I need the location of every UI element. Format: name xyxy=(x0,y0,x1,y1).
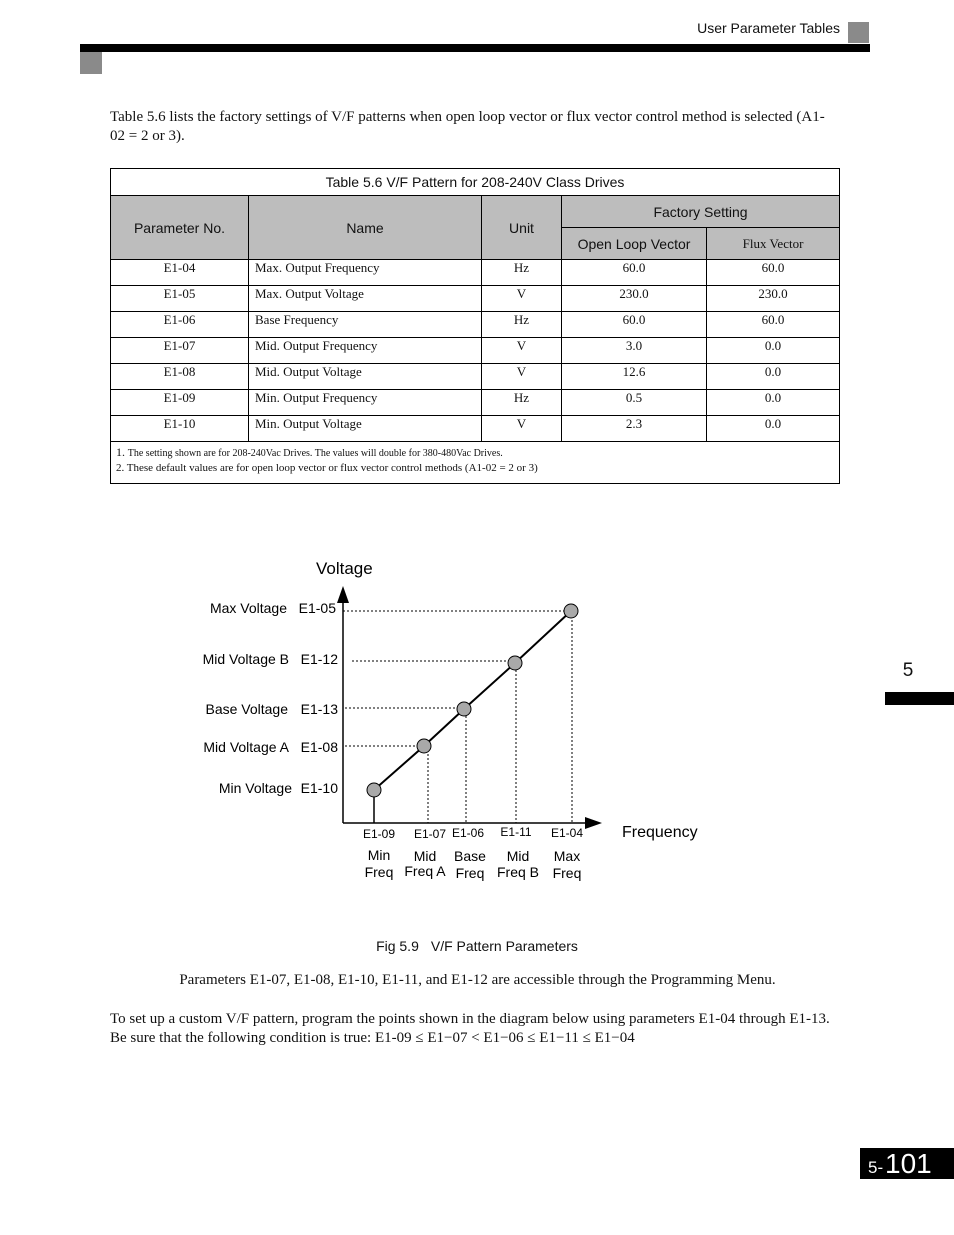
paragraph-programming-menu: Parameters E1-07, E1-08, E1-10, E1-11, and E1-12 are accessible through the Programming Menu. xyxy=(179,972,776,988)
freq-label-line2: Freq xyxy=(552,865,582,881)
cell-name: Min. Output Frequency xyxy=(249,390,482,416)
cell-olv: 0.5 xyxy=(562,390,707,416)
col-header-factory-setting: Factory Setting xyxy=(562,196,840,228)
cell-param: E1-08 xyxy=(111,364,249,390)
cell-name: Mid. Output Frequency xyxy=(249,338,482,364)
freq-label-line1: Mid xyxy=(506,848,530,864)
cell-olv: 60.0 xyxy=(562,260,707,286)
point-max xyxy=(564,604,578,618)
freq-label-param: E1-07 xyxy=(413,827,447,841)
figure-title: V/F Pattern Parameters xyxy=(430,938,578,954)
cell-olv: 12.6 xyxy=(562,364,707,390)
cell-olv: 3.0 xyxy=(562,338,707,364)
cell-param: E1-04 xyxy=(111,260,249,286)
cell-fv: 0.0 xyxy=(707,364,840,390)
voltage-label-param: E1-12 xyxy=(300,651,338,667)
voltage-label-name: Mid Voltage A xyxy=(203,739,289,755)
table-caption: Table 5.6 V/F Pattern for 208-240V Class Drives xyxy=(111,169,840,196)
figure-caption xyxy=(0,938,954,954)
col-header-name: Name xyxy=(249,196,482,260)
vf-curve xyxy=(374,611,571,790)
cell-name: Max. Output Voltage xyxy=(249,286,482,312)
paragraph-custom-vf: To set up a custom V/F pattern, program the points shown in the diagram below using parameters E1-04 through E1-13. Be sure that the following condition is true: E1-09 ≤ E1−07 < E1−06 ≤ E1−11 ≤ E1−04 xyxy=(110,1011,830,1046)
page-number-prefix: 5- xyxy=(868,1158,884,1177)
figure-number: Fig 5.9 xyxy=(376,938,419,954)
y-axis-title: Voltage xyxy=(316,559,373,578)
cell-param: E1-05 xyxy=(111,286,249,312)
cell-name: Min. Output Voltage xyxy=(249,416,482,442)
voltage-label-param: E1-05 xyxy=(298,600,336,616)
cell-name: Base Frequency xyxy=(249,312,482,338)
cell-name: Mid. Output Voltage xyxy=(249,364,482,390)
cell-unit: V xyxy=(482,286,562,312)
note-1: The setting shown are for 208-240Vac Drives. The values will double for 380-480Vac Drives. xyxy=(127,448,503,459)
col-header-unit: Unit xyxy=(482,196,562,260)
freq-label-line2: Freq xyxy=(364,864,394,880)
freq-label-line1: Max xyxy=(553,848,581,864)
intro-paragraph: Table 5.6 lists the factory settings of V/F patterns when open loop vector or flux vector control method is selected (A1-02 = 2 or 3). xyxy=(110,109,825,144)
freq-label-line1: Min xyxy=(367,847,391,863)
chapter-number: 5 xyxy=(902,660,914,681)
freq-label-param: E1-11 xyxy=(500,825,532,839)
col-header-flux-vector: Flux Vector xyxy=(707,228,840,260)
cell-param: E1-07 xyxy=(111,338,249,364)
vf-pattern-table xyxy=(110,168,840,484)
cell-fv: 60.0 xyxy=(707,312,840,338)
point-mid-b xyxy=(508,656,522,670)
cell-olv: 2.3 xyxy=(562,416,707,442)
table-row xyxy=(111,390,840,416)
page-number: 101 xyxy=(885,1148,932,1179)
freq-label-param: E1-04 xyxy=(550,826,584,840)
freq-label-line2: Freq xyxy=(455,865,485,881)
header-rule xyxy=(80,44,870,52)
cell-param: E1-06 xyxy=(111,312,249,338)
cell-fv: 0.0 xyxy=(707,390,840,416)
voltage-label-name: Mid Voltage B xyxy=(202,651,289,667)
table-row xyxy=(111,338,840,364)
cell-unit: Hz xyxy=(482,260,562,286)
chapter-tab-bar xyxy=(885,692,954,705)
section-title: User Parameter Tables xyxy=(697,20,840,36)
y-axis-arrow xyxy=(337,586,349,603)
x-axis-title: Frequency xyxy=(622,824,698,841)
page-number-box xyxy=(860,1148,954,1179)
voltage-label-name: Base Voltage xyxy=(205,701,288,717)
point-min xyxy=(367,783,381,797)
cell-unit: V xyxy=(482,364,562,390)
voltage-label-param: E1-13 xyxy=(300,701,338,717)
cell-fv: 60.0 xyxy=(707,260,840,286)
cell-olv: 60.0 xyxy=(562,312,707,338)
table-row xyxy=(111,312,840,338)
header-marker-left xyxy=(80,52,102,74)
voltage-label-param: E1-10 xyxy=(300,780,338,796)
cell-unit: V xyxy=(482,416,562,442)
cell-param: E1-10 xyxy=(111,416,249,442)
table-row xyxy=(111,260,840,286)
cell-unit: Hz xyxy=(482,312,562,338)
freq-label-line2: Freq A xyxy=(404,863,446,879)
cell-name: Max. Output Frequency xyxy=(249,260,482,286)
point-base xyxy=(457,702,471,716)
voltage-label-name: Max Voltage xyxy=(209,600,287,616)
cell-unit: Hz xyxy=(482,390,562,416)
freq-label-line1: Base xyxy=(454,848,486,864)
table-notes xyxy=(111,442,840,484)
cell-param: E1-09 xyxy=(111,390,249,416)
cell-olv: 230.0 xyxy=(562,286,707,312)
note-1-number: 1. xyxy=(116,445,125,459)
vf-pattern-diagram xyxy=(0,540,954,900)
x-axis-arrow xyxy=(585,817,602,829)
cell-fv: 0.0 xyxy=(707,416,840,442)
freq-label-param: E1-06 xyxy=(451,826,485,840)
col-header-param-no: Parameter No. xyxy=(111,196,249,260)
table-row xyxy=(111,416,840,442)
cell-fv: 0.0 xyxy=(707,338,840,364)
note-2: 2. These default values are for open loop vector or flux vector control methods (A1-02 = 2 or 3) xyxy=(116,462,538,474)
table-row xyxy=(111,286,840,312)
cell-fv: 230.0 xyxy=(707,286,840,312)
table-row xyxy=(111,364,840,390)
col-header-open-loop-vector: Open Loop Vector xyxy=(562,228,707,260)
voltage-label-name: Min Voltage xyxy=(218,780,292,796)
cell-unit: V xyxy=(482,338,562,364)
voltage-label-param: E1-08 xyxy=(300,739,338,755)
freq-label-param: E1-09 xyxy=(362,827,396,841)
freq-label-line2: Freq B xyxy=(496,864,540,880)
header-marker xyxy=(848,22,869,43)
point-mid-a xyxy=(417,739,431,753)
freq-label-line1: Mid xyxy=(413,848,437,864)
